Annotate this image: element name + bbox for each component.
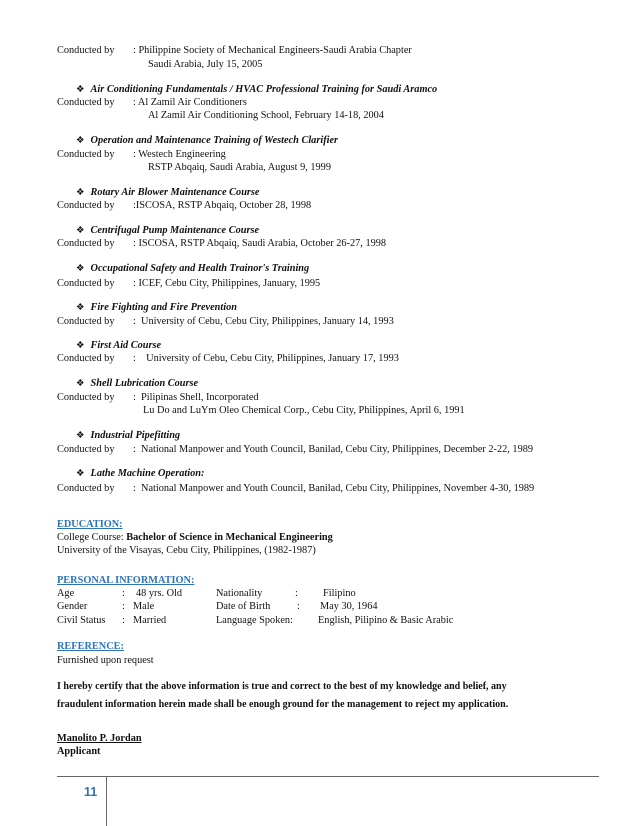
diamond-bullet-icon: ❖ <box>76 303 85 313</box>
age-value: 48 yrs. Old <box>136 588 183 599</box>
diamond-bullet-icon: ❖ <box>76 136 85 146</box>
dob-label: Date of Birth <box>216 601 271 612</box>
dob-separator: : <box>297 601 300 612</box>
nationality-label: Nationality <box>216 588 263 599</box>
age-separator: : <box>122 588 125 599</box>
applicant-role: Applicant <box>57 746 101 757</box>
page-number: 11 <box>84 785 98 799</box>
training-conducted-line: Conducted by : University of Cebu, Cebu City, Philippines, January 14, 1993 <box>57 316 394 327</box>
training-title: ❖ Operation and Maintenance Training of Westech Clarifier <box>76 135 339 146</box>
education-course-line: College Course: Bachelor of Science in Mechanical Engineering <box>57 532 333 543</box>
training-conducted-line: Conducted by : National Manpower and Youth Council, Banilad, Cebu City, Philippines, November 4-30, 1989 <box>57 483 535 494</box>
reference-heading: REFERENCE: <box>57 641 124 652</box>
training-conducted-line: Conducted by : Westech Engineering <box>57 149 226 160</box>
diamond-bullet-icon: ❖ <box>76 188 85 198</box>
training-conducted-line: Conducted by : ICEF, Cebu City, Philippines, January, 1995 <box>57 278 321 289</box>
diamond-bullet-icon: ❖ <box>76 264 85 274</box>
training-conducted-line: Conducted by : University of Cebu, Cebu City, Philippines, January 17, 1993 <box>57 353 399 364</box>
applicant-name: Manolito P. Jordan <box>57 733 142 744</box>
diamond-bullet-icon: ❖ <box>76 226 85 236</box>
civil-status-separator: : <box>122 615 125 626</box>
training-conducted-line: Conducted by : National Manpower and Youth Council, Banilad, Cebu City, Philippines, December 2-22, 1989 <box>57 444 534 455</box>
training-conducted-line: Conducted by : ISCOSA, RSTP Abqaiq, Saudi Arabia, October 26-27, 1998 <box>57 238 387 249</box>
training-conducted-line: Conducted by : Al Zamil Air Conditioners <box>57 97 247 108</box>
diamond-bullet-icon: ❖ <box>76 431 85 441</box>
footer-rule <box>57 776 599 777</box>
training-title: ❖ First Aid Course <box>76 340 162 351</box>
language-label: Language Spoken: <box>216 615 293 626</box>
gender-label: Gender <box>57 601 88 612</box>
training-title: ❖ Fire Fighting and Fire Prevention <box>76 302 237 313</box>
training-conducted-line: Conducted by : Philippine Society of Mechanical Engineers-Saudi Arabia Chapter <box>57 45 412 56</box>
nationality-separator: : <box>295 588 298 599</box>
education-school-line: University of the Visayas, Cebu City, Philippines, (1982-1987) <box>57 545 316 556</box>
dob-value: May 30, 1964 <box>320 601 378 612</box>
diamond-bullet-icon: ❖ <box>76 379 85 389</box>
gender-separator: : <box>122 601 125 612</box>
training-detail-line: RSTP Abqaiq, Saudi Arabia, August 9, 1999 <box>148 162 331 173</box>
diamond-bullet-icon: ❖ <box>76 85 85 95</box>
nationality-value: Filipino <box>323 588 356 599</box>
training-detail-line: Al Zamil Air Conditioning School, February 14-18, 2004 <box>148 110 384 121</box>
civil-status-label: Civil Status <box>57 615 106 626</box>
certification-line: I hereby certify that the above information is true and correct to the best of my knowledge and belief, any <box>57 681 507 692</box>
certification-line: fraudulent information herein made shall be enough ground for the management to reject my application. <box>57 699 509 710</box>
civil-status-value: Married <box>133 615 167 626</box>
gender-value: Male <box>133 601 155 612</box>
diamond-bullet-icon: ❖ <box>76 469 85 479</box>
training-conducted-line: Conducted by :ISCOSA, RSTP Abqaiq, October 28, 1998 <box>57 200 312 211</box>
training-detail-line: Saudi Arabia, July 15, 2005 <box>148 59 263 70</box>
training-title: ❖ Lathe Machine Operation: <box>76 468 205 479</box>
training-title: ❖ Occupational Safety and Health Trainor's Training <box>76 263 310 274</box>
age-label: Age <box>57 588 75 599</box>
training-conducted-line: Conducted by : Pilipinas Shell, Incorporated <box>57 392 259 403</box>
reference-text: Furnished upon request <box>57 655 154 666</box>
footer-divider <box>106 777 107 826</box>
education-heading: EDUCATION: <box>57 519 123 530</box>
training-detail-line: Lu Do and LuYm Oleo Chemical Corp., Cebu City, Philippines, April 6, 1991 <box>143 405 465 416</box>
training-title: ❖ Air Conditioning Fundamentals / HVAC Professional Training for Saudi Aramco <box>76 84 438 95</box>
training-title: ❖ Industrial Pipefitting <box>76 430 181 441</box>
diamond-bullet-icon: ❖ <box>76 341 85 351</box>
training-title: ❖ Shell Lubrication Course <box>76 378 199 389</box>
training-title: ❖ Centrifugal Pump Maintenance Course <box>76 225 260 236</box>
training-title: ❖ Rotary Air Blower Maintenance Course <box>76 187 260 198</box>
personal-info-heading: PERSONAL INFORMATION: <box>57 575 195 586</box>
language-value: English, Pilipino & Basic Arabic <box>318 615 454 626</box>
